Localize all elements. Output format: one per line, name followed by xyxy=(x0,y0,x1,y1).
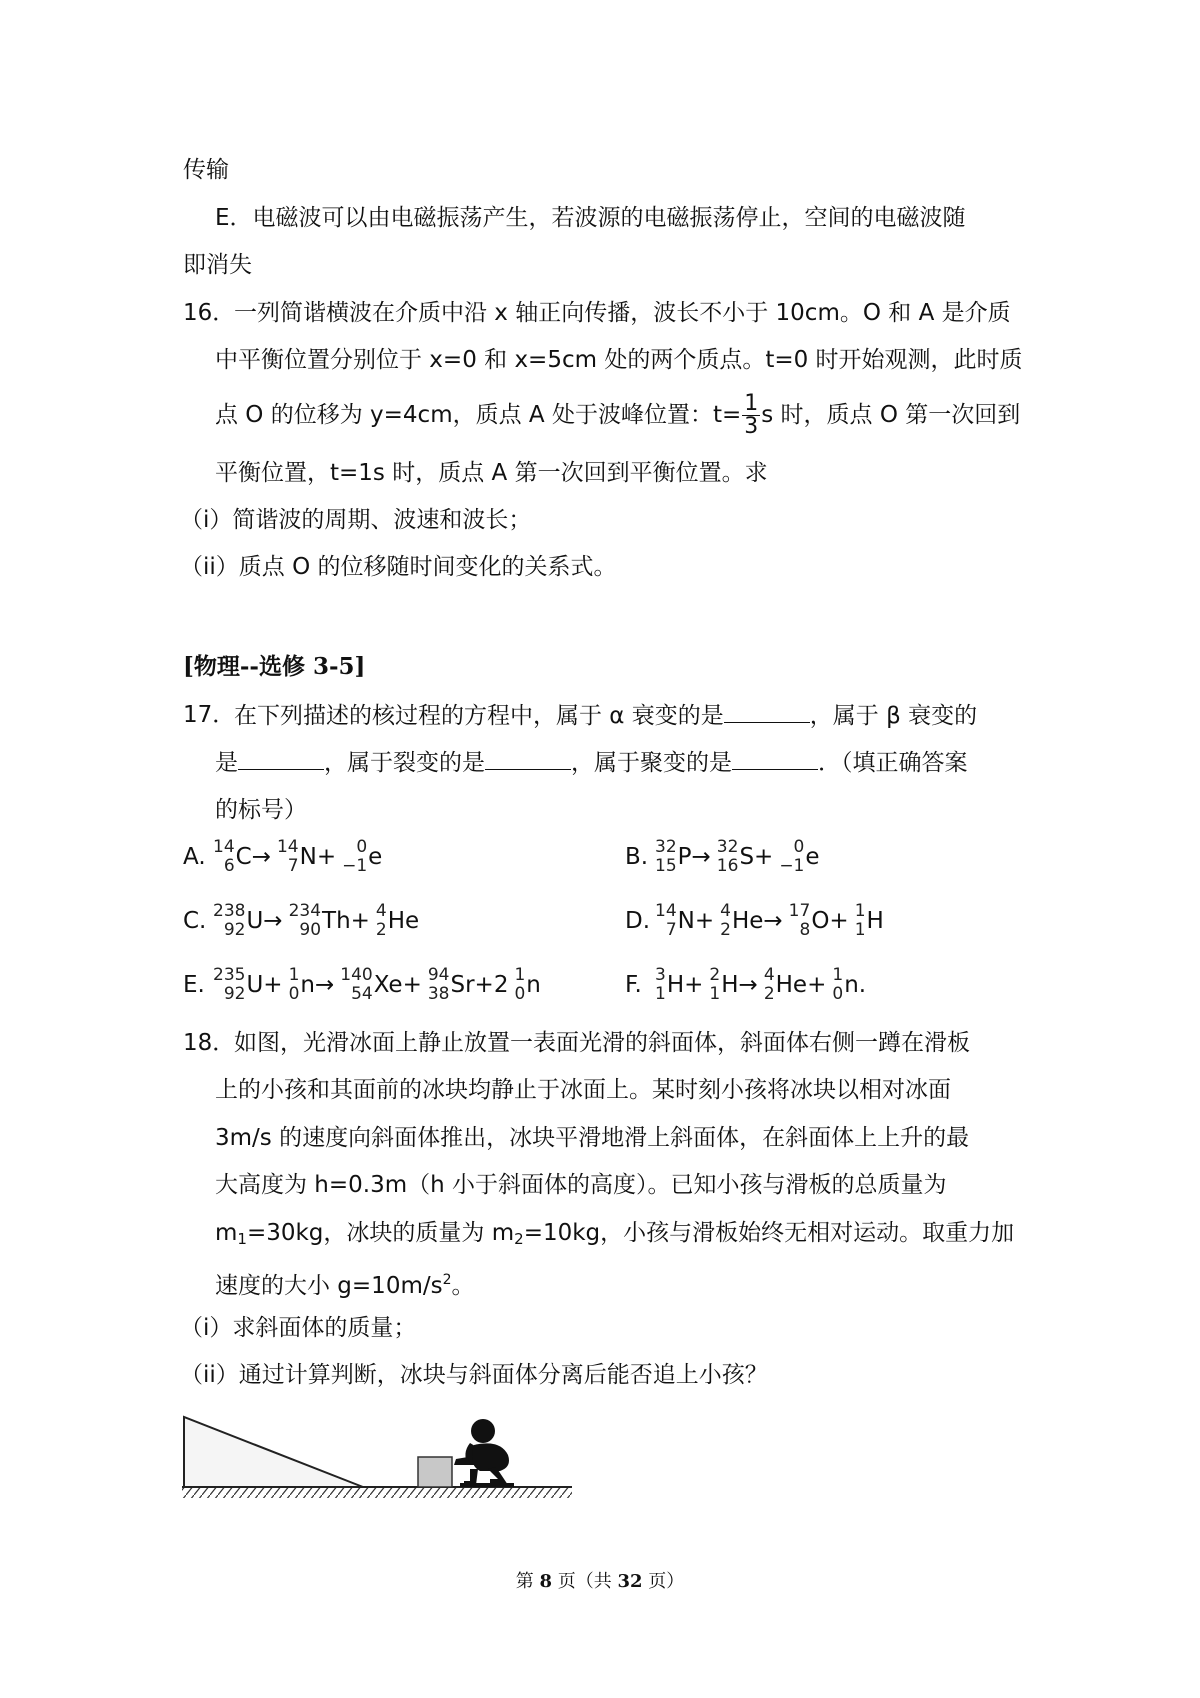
option-d xyxy=(625,902,884,940)
isotope-a2: 14 7 xyxy=(276,837,299,876)
symbol-e1: U+ xyxy=(246,972,283,998)
q18-line-2: 上的小孩和其面前的冰块均静止于冰面上。某时刻小孩将冰块以相对冰面 xyxy=(215,1077,951,1103)
isotope-d1: 14 7 xyxy=(655,901,677,940)
continued-text: 传输 xyxy=(183,157,229,183)
subscript-2: 2 xyxy=(514,1230,524,1248)
symbol-b2: S+ xyxy=(739,844,774,870)
q18-line-3: 3m/s 的速度向斜面体推出，冰块平滑地滑上斜面体，在斜面体上上升的最 xyxy=(215,1125,970,1151)
option-e-text-cont: 即消失 xyxy=(183,252,252,278)
isotope-a1: 14 6 xyxy=(213,837,235,876)
q17-line-2c: ，属于聚变的是 xyxy=(571,750,732,776)
q18-line-6a: 速度的大小 g=10m/s xyxy=(215,1273,443,1299)
symbol-e4: Sr+2 xyxy=(450,972,509,998)
fraction-denominator: 3 xyxy=(744,414,759,439)
q16-line-3 xyxy=(215,393,1020,438)
fraction-numerator: 1 xyxy=(744,391,759,416)
incline-figure xyxy=(178,1405,578,1505)
ice-block-icon xyxy=(418,1457,452,1487)
symbol-c3: He xyxy=(387,908,420,934)
option-c xyxy=(183,902,419,940)
isotope-e3: 140 54 xyxy=(340,965,373,1004)
q18-sub-1: （i）求斜面体的质量； xyxy=(180,1315,417,1341)
q18-number: 18． xyxy=(183,1030,236,1056)
symbol-d1: N+ xyxy=(677,908,715,934)
isotope-e5: 1 0 xyxy=(514,965,526,1004)
q18-line-1: 如图，光滑冰面上静止放置一表面光滑的斜面体，斜面体右侧一蹲在滑板 xyxy=(234,1030,970,1056)
option-b xyxy=(625,838,820,876)
isotope-f4: 1 0 xyxy=(832,965,844,1004)
option-e-label: E. xyxy=(183,972,205,998)
page-total: 32 xyxy=(617,1571,643,1592)
q18-sub-2: （ii）通过计算判断，冰块与斜面体分离后能否追上小孩？ xyxy=(180,1362,768,1388)
q18-line-6b: 。 xyxy=(451,1273,475,1299)
q17-line-1a: 在下列描述的核过程的方程中，属于 α 衰变的是 xyxy=(234,703,724,729)
symbol-f3: He+ xyxy=(775,972,827,998)
option-f-label: F. xyxy=(625,972,642,998)
symbol-f2: H→ xyxy=(721,972,758,998)
isotope-c3: 4 2 xyxy=(375,901,387,940)
q18-line-6 xyxy=(215,1265,475,1301)
symbol-a1: C→ xyxy=(235,844,271,870)
isotope-a3: 0 −1 xyxy=(342,837,368,876)
symbol-b3: e xyxy=(805,844,820,870)
option-b-label: B. xyxy=(625,844,649,870)
q17-line-1b: ，属于 β 衰变的 xyxy=(809,703,978,729)
q17-line-2 xyxy=(215,747,968,778)
isotope-f1: 3 1 xyxy=(655,965,666,1004)
symbol-a2: N+ xyxy=(299,844,337,870)
q18-line-4: 大高度为 h=0.3m（h 小于斜面体的高度）。已知小孩与滑板的总质量为 xyxy=(215,1172,947,1198)
page-number: 8 xyxy=(539,1571,552,1592)
isotope-f3: 4 2 xyxy=(763,965,775,1004)
q17-line-2a: 是 xyxy=(215,750,238,776)
isotope-d2: 4 2 xyxy=(720,901,731,940)
isotope-b2: 32 16 xyxy=(716,837,739,876)
child-crouching-icon xyxy=(454,1419,514,1487)
isotope-c1: 238 92 xyxy=(213,901,246,940)
option-c-label: C. xyxy=(183,908,207,934)
q18-line-5 xyxy=(215,1218,1014,1254)
answer-blank-fission[interactable] xyxy=(485,747,571,770)
isotope-e4: 94 38 xyxy=(427,965,450,1004)
q16-number: 16． xyxy=(183,300,236,326)
symbol-e3: Xe+ xyxy=(373,972,422,998)
option-e xyxy=(183,966,541,1004)
isotope-e1: 235 92 xyxy=(213,965,246,1004)
answer-blank-fusion[interactable] xyxy=(732,747,818,770)
isotope-d4: 1 1 xyxy=(854,901,866,940)
q18-line-5a: =30kg，冰块的质量为 m xyxy=(246,1220,515,1246)
option-f xyxy=(625,966,866,1004)
isotope-c2: 234 90 xyxy=(288,901,322,940)
symbol-e2: n→ xyxy=(300,972,335,998)
page-footer: 第 8 页（共 32 页） xyxy=(515,1571,685,1592)
fraction-one-third xyxy=(742,393,760,438)
symbol-f1: H+ xyxy=(666,972,704,998)
section-header: [物理--选修 3-5] xyxy=(183,653,366,680)
q16-line-3a: 点 O 的位移为 y=4cm，质点 A 处于波峰位置：t= xyxy=(215,402,742,428)
ground-icon xyxy=(182,1487,572,1498)
q16-sub-1: （i）简谐波的周期、波速和波长； xyxy=(180,507,532,533)
symbol-f4: n. xyxy=(844,972,867,998)
answer-blank-beta[interactable] xyxy=(238,747,324,770)
mass-m1: m xyxy=(215,1220,238,1246)
symbol-d3: O+ xyxy=(811,908,849,934)
symbol-c2: Th+ xyxy=(322,908,370,934)
option-a-label: A. xyxy=(183,844,206,870)
option-a xyxy=(183,838,382,876)
symbol-d4: H xyxy=(866,908,884,934)
q17-line-2d: ．（填正确答案 xyxy=(818,750,968,776)
symbol-d2: He→ xyxy=(731,908,783,934)
q17-number: 17． xyxy=(183,702,236,728)
option-e-text: E．电磁波可以由电磁振荡产生，若波源的电磁振荡停止，空间的电磁波随 xyxy=(215,205,966,231)
q16-sub-2: （ii）质点 O 的位移随时间变化的关系式。 xyxy=(180,554,617,580)
superscript-2: 2 xyxy=(442,1272,452,1288)
isotope-d3: 17 8 xyxy=(788,901,811,940)
q18-line-5b: =10kg，小孩与滑板始终无相对运动。取重力加 xyxy=(523,1220,1015,1246)
isotope-b3: 0 −1 xyxy=(779,837,805,876)
q16-line-2: 中平衡位置分别位于 x=0 和 x=5cm 处的两个质点。t=0 时开始观测，此时质 xyxy=(215,347,1023,373)
q17-line-2b: ，属于裂变的是 xyxy=(324,750,485,776)
q16-line-1: 一列简谐横波在介质中沿 x 轴正向传播，波长不小于 10cm。O 和 A 是介质 xyxy=(234,300,1011,326)
isotope-b1: 32 15 xyxy=(655,837,677,876)
symbol-c1: U→ xyxy=(246,908,283,934)
incline-block-icon xyxy=(184,1417,363,1487)
q17-line-3: 的标号） xyxy=(215,797,307,823)
isotope-e2: 1 0 xyxy=(288,965,300,1004)
q16-line-4: 平衡位置，t=1s 时，质点 A 第一次回到平衡位置。求 xyxy=(215,460,768,486)
subscript-1: 1 xyxy=(237,1230,247,1248)
q16-line-3b: s 时，质点 O 第一次回到 xyxy=(761,402,1021,428)
symbol-b1: P→ xyxy=(677,844,711,870)
symbol-e5: n xyxy=(526,972,541,998)
q17-line-1 xyxy=(234,700,977,731)
symbol-a3: e xyxy=(368,844,383,870)
option-d-label: D. xyxy=(625,908,651,934)
isotope-f2: 2 1 xyxy=(709,965,721,1004)
answer-blank-alpha[interactable] xyxy=(724,700,810,723)
